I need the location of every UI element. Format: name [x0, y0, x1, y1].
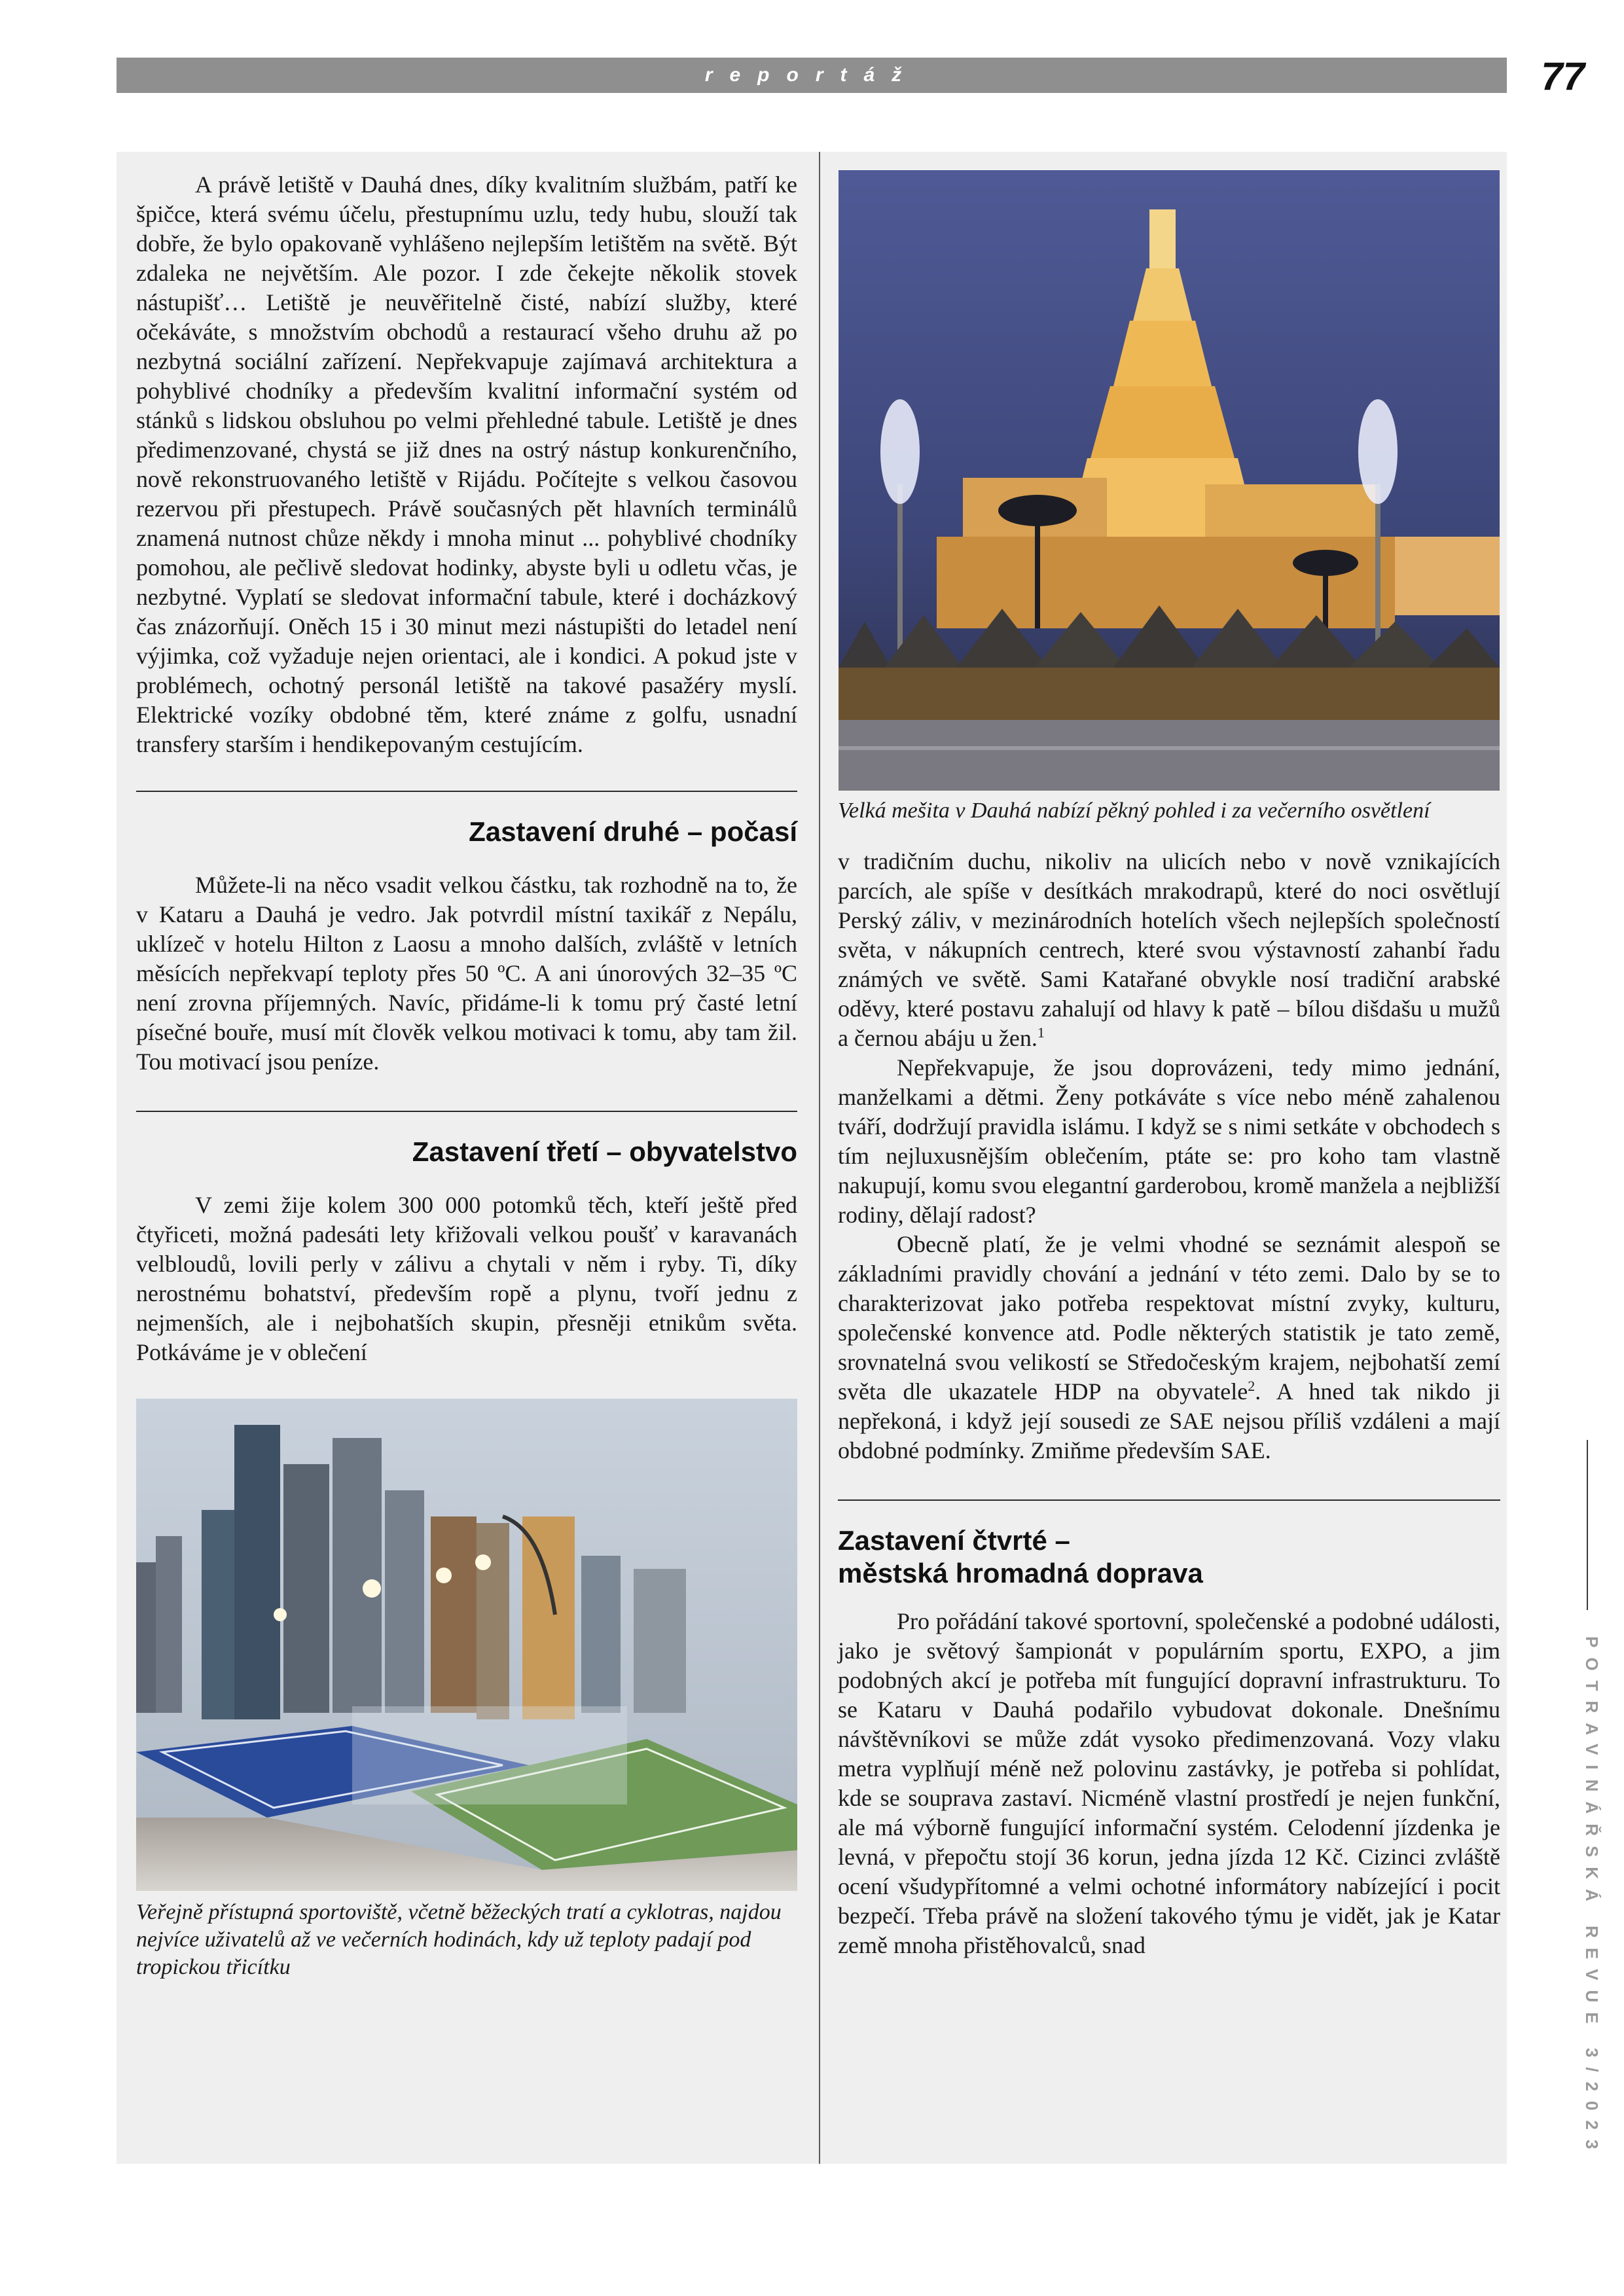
section-heading: Zastavení třetí – obyvatelstvo — [412, 1136, 797, 1167]
sports-ground-photo — [136, 1399, 797, 1891]
mosque-photo — [839, 170, 1500, 791]
rules-text-a: Obecně platí, že je velmi vhodné se seznámit alespoň se základními pravidly chování a jednání v této zemi. Dalo by se to charakterizovat jako potřeba respektovat místní zvyky, kulturu, společenské konvence atd. Podle některých statistik je tato země, srovnatelná svou velikostí se Středočeským krajem, nejbohatší zemí světa dle ukazatele HDP na obyvatele — [838, 1231, 1500, 1405]
section-title: reportáž — [704, 64, 919, 86]
footnote-ref-2: 2 — [1248, 1378, 1255, 1394]
sports-ground-image — [136, 1399, 797, 1891]
mosque-photo-caption: Velká mešita v Dauhá nabízí pěkný pohled i za večerního osvětlení — [838, 798, 1430, 823]
header-bar — [117, 58, 1507, 93]
intro-paragraph: A právě letiště v Dauhá dnes, díky kvalitním službám, patří ke špičce, která svému účelu, přestupnímu uzlu, tedy hubu, slouží tak dobře, že bylo opakovaně vyhlášeno nejlepším letištěm na světě. Být zdaleka ne největším. Ale pozor. I zde čekejte několik stovek nástupišť… Letiště je neuvěřitelně čisté, nabízí služby, které očekáváte, s množstvím obchodů a restaurací všeho druhu až po nezbytná sociální zařízení. Nepřekvapuje zajímavá architektura a pohyblivé chodníky a především kvalitní informační systém od stánků s lidskou obsluhou po velmi přehledné tabule. Letiště je dnes předimenzované, chystá se již dnes na ostrý nástup konkurenčního, nově rekonstruovaného letiště v Rijádu. Počítejte s velkou časovou rezervou při přestupech. Právě současných pět hlavních terminálů znamená nutnost chůze někdy i mnoha minut ... pohyblivé chodníky pomohou, ale pečlivě sledovat hodinky, abyste byli u odletu včas, je nezbytné. Vyplatí se sledovat informační tabule, které i docházkový čas znázorňují. Oněch 15 i 30 minut mezi nástupišti do letadel není výjimka, což vyžaduje nejen orientaci, ale i kondici. A pokud jste v problémech, ochotný personál letiště na takové pasažéry myslí. Elektrické vozíky obdobné těm, které známe z golfu, usnadní transfery starším i hendikepovaným cestujícím. — [136, 171, 797, 757]
right-column — [838, 170, 1500, 1960]
families-paragraph: Nepřekvapuje, že jsou doprovázeni, tedy mimo jednání, manželkami a dětmi. Ženy potkáváte s více nebo méně zahalenou tváří, dodržují pravidla islámu. I když se s nimi setkáte v obchodech s tím nejluxusnějším oblečením, ptáte se: pro koho tam vlastně nakupují, komu svou elegantní garderobou, kromě manžela a nejbližší rodiny, dělají radost? — [838, 1054, 1500, 1228]
section-heading: Zastavení druhé – počasí — [469, 816, 797, 847]
section-divider — [838, 1499, 1500, 1501]
mosque-image — [839, 170, 1500, 791]
page-number: 77 — [1541, 54, 1585, 98]
section-heading-line1: Zastavení čtvrté – — [838, 1525, 1070, 1556]
side-rule — [1587, 1440, 1588, 1610]
clothing-paragraph — [838, 847, 1500, 1053]
footnote-ref-1: 1 — [1037, 1024, 1045, 1041]
rules-paragraph — [838, 1230, 1500, 1465]
column-divider — [819, 152, 820, 2164]
sports-photo-caption: Veřejně přístupná sportoviště, včetně běžeckých tratí a cyklotras, najdou nejvíce uživatelů až ve večerních hodinách, kdy už teploty padají pod tropickou třicítku — [136, 1900, 782, 1979]
left-column — [136, 170, 797, 1981]
section-divider — [136, 1111, 797, 1112]
section-heading — [838, 1524, 1500, 1590]
transport-paragraph: Pro pořádání takové sportovní, společenské a podobné události, jako je světový šampionát v populárním sportu, EXPO, a jim podobných akcí je potřeba mít fungující dopravní infrastrukturu. To se Kataru v Dauhá podařilo vybudovat dokonale. Dnešnímu návštěvníkovi se může zdát vysoko předimenzovaná. Vozy vlaku metra vyplňují méně než polovinu zastávky, je potřeba si pohlídat, kde se souprava zastaví. Nicméně vlastní prostředí je nejen funkční, ale má výborně fungující informační systém. Celodenní jízdenka je levná, v přepočtu stojí 36 korun, jedna jízda 12 Kč. Cizinci zvláště ocení všudypřítomné a velmi ochotné informátory nabízející i pocit bezpečí. Třeba právě na složení takového týmu je vidět, jak je Katar země mnoha přistěhovalců, snad — [838, 1608, 1500, 1958]
population-paragraph: V zemi žije kolem 300 000 potomků těch, kteří ještě před čtyřiceti, možná padesáti lety křižovali velkou poušť v karavanách velbloudů, lovili perly v zálivu a chytali v něm i ryby. Ti, díky nerostnému bohatství, především ropě a plynu, tvoří jednu z nejmenších, ale i nejbohatších skupin, přesněji etnikům světa. Potkáváme je v oblečení — [136, 1192, 797, 1365]
weather-paragraph: Můžete-li na něco vsadit velkou částku, tak rozhodně na to, že v Kataru a Dauhá je vedro. Jak potvrdil místní taxikář z Nepálu, uklízeč v hotelu Hilton z Laosu a mnoho dalších, zvláště v letních měsících nepřekvapí teploty přes 50 ºC. A ani únorových 32–35 ºC není zrovna příjemných. Navíc, přidáme-li k tomu prý časté letní písečné bouře, musí mít člověk velkou motivaci k tomu, aby tam žil. Tou motivací jsou peníze. — [136, 872, 797, 1075]
journal-name-vertical: POTRAVINÁŘSKÁ REVUE 3/2023 — [1582, 1636, 1602, 2159]
section-heading-line2: městská hromadná doprava — [838, 1558, 1203, 1588]
clothing-text: v tradičním duchu, nikoliv na ulicích nebo v nově vznikajících parcích, ale spíše v desítkách mrakodrapů, které do noci osvětlují Perský záliv, v mezinárodních hotelích všech nejlepších společností světa, v nákupních centrech, které svou výstavností zahanbí řadu známých ve světě. Sami Katařané obvykle nosí tradiční arabské oděvy, které postavu zahalují od hlavy k patě – bílou dišdašu u mužů a černou abáju u žen. — [838, 848, 1500, 1051]
rules-text-b: . A hned tak nikdo ji nepřekoná, i když její sousedi ze SAE nejsou příliš vzdáleni a mají obdobné podmínky. Zmiňme především SAE. — [838, 1378, 1500, 1463]
section-divider — [136, 791, 797, 792]
